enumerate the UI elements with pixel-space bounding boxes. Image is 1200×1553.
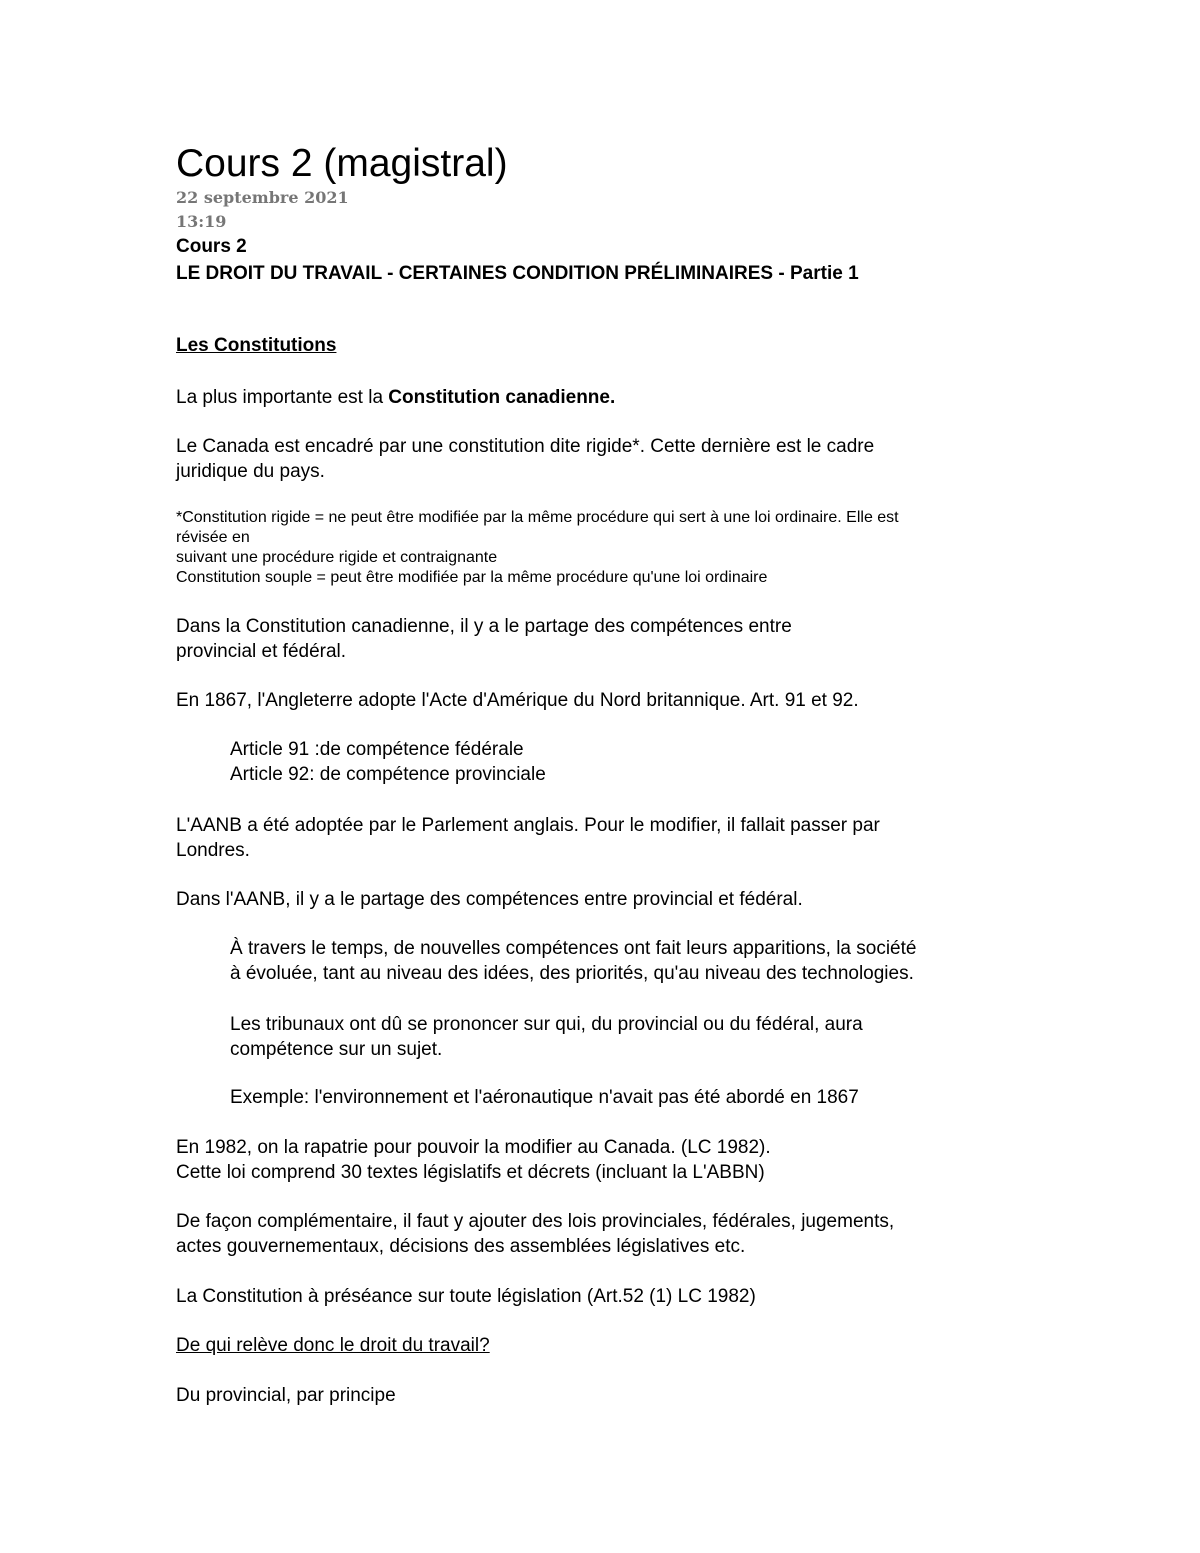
footnote-line: suivant une procédure rigide et contraignante bbox=[176, 549, 498, 566]
course-heading: Cours 2 bbox=[176, 236, 247, 257]
text-line: Le Canada est encadré par une constitution dite rigide*. Cette dernière est le cadre bbox=[176, 436, 875, 457]
article-item: Article 92: de compétence provinciale bbox=[230, 764, 546, 785]
course-subtitle: LE DROIT DU TRAVAIL - CERTAINES CONDITION PRÉLIMINAIRES - Partie 1 bbox=[176, 263, 859, 284]
footnote-line: Constitution souple = peut être modifiée par la même procédure qu'une loi ordinaire bbox=[176, 569, 768, 586]
text-line: Les tribunaux ont dû se prononcer sur qui, du provincial ou du fédéral, aura bbox=[230, 1014, 863, 1035]
articles-list bbox=[230, 737, 546, 787]
text-line: juridique du pays. bbox=[176, 461, 325, 482]
text-line: Londres. bbox=[176, 840, 250, 861]
footnote bbox=[176, 508, 899, 588]
note-date: 22 septembre 2021 bbox=[176, 188, 349, 207]
note-time: 13:19 bbox=[176, 212, 227, 231]
paragraph-aanb bbox=[176, 813, 880, 863]
text-line: à évoluée, tant au niveau des idées, des priorités, qu'au niveau des technologies. bbox=[230, 963, 914, 984]
paragraph-sharing bbox=[176, 614, 792, 664]
footnote-line: révisée en bbox=[176, 529, 250, 546]
article-item: Article 91 :de compétence fédérale bbox=[230, 739, 524, 760]
text-line: Cette loi comprend 30 textes législatifs et décrets (incluant la L'ABBN) bbox=[176, 1162, 765, 1183]
page-title: Cours 2 (magistral) bbox=[176, 142, 508, 185]
text-line: À travers le temps, de nouvelles compétences ont fait leurs apparitions, la société bbox=[230, 938, 917, 959]
question-text: De qui relève donc le droit du travail? bbox=[176, 1335, 490, 1356]
indented-example: Exemple: l'environnement et l'aéronautique n'avait pas été abordé en 1867 bbox=[230, 1087, 859, 1108]
paragraph-importance bbox=[176, 385, 615, 410]
text-line: compétence sur un sujet. bbox=[230, 1039, 443, 1060]
paragraph-1982 bbox=[176, 1135, 771, 1185]
text-line: L'AANB a été adoptée par le Parlement anglais. Pour le modifier, il fallait passer par bbox=[176, 815, 880, 836]
section-title: Les Constitutions bbox=[176, 335, 337, 356]
text-line: provincial et fédéral. bbox=[176, 641, 347, 662]
text-line: En 1982, on la rapatrie pour pouvoir la modifier au Canada. (LC 1982). bbox=[176, 1137, 771, 1158]
paragraph-1867: En 1867, l'Angleterre adopte l'Acte d'Amérique du Nord britannique. Art. 91 et 92. bbox=[176, 690, 859, 711]
paragraph-complementary bbox=[176, 1209, 894, 1259]
text-line: Dans la Constitution canadienne, il y a le partage des compétences entre bbox=[176, 616, 792, 637]
indented-paragraph-courts bbox=[230, 1012, 863, 1062]
text-line: De façon complémentaire, il faut y ajouter des lois provinciales, fédérales, jugements, bbox=[176, 1211, 895, 1232]
answer-text: Du provincial, par principe bbox=[176, 1385, 396, 1406]
paragraph-aanb-sharing: Dans l'AANB, il y a le partage des compétences entre provincial et fédéral. bbox=[176, 889, 803, 910]
bold-term: Constitution canadienne. bbox=[388, 387, 616, 408]
text-line: actes gouvernementaux, décisions des assemblées législatives etc. bbox=[176, 1236, 746, 1257]
paragraph-text: La plus importante est la bbox=[176, 387, 389, 408]
paragraph-rigid bbox=[176, 434, 874, 484]
indented-paragraph-time bbox=[230, 936, 916, 986]
footnote-line: *Constitution rigide = ne peut être modifiée par la même procédure qui sert à une loi ordinaire. Elle est bbox=[176, 509, 899, 526]
paragraph-precedence: La Constitution à préséance sur toute législation (Art.52 (1) LC 1982) bbox=[176, 1286, 756, 1307]
